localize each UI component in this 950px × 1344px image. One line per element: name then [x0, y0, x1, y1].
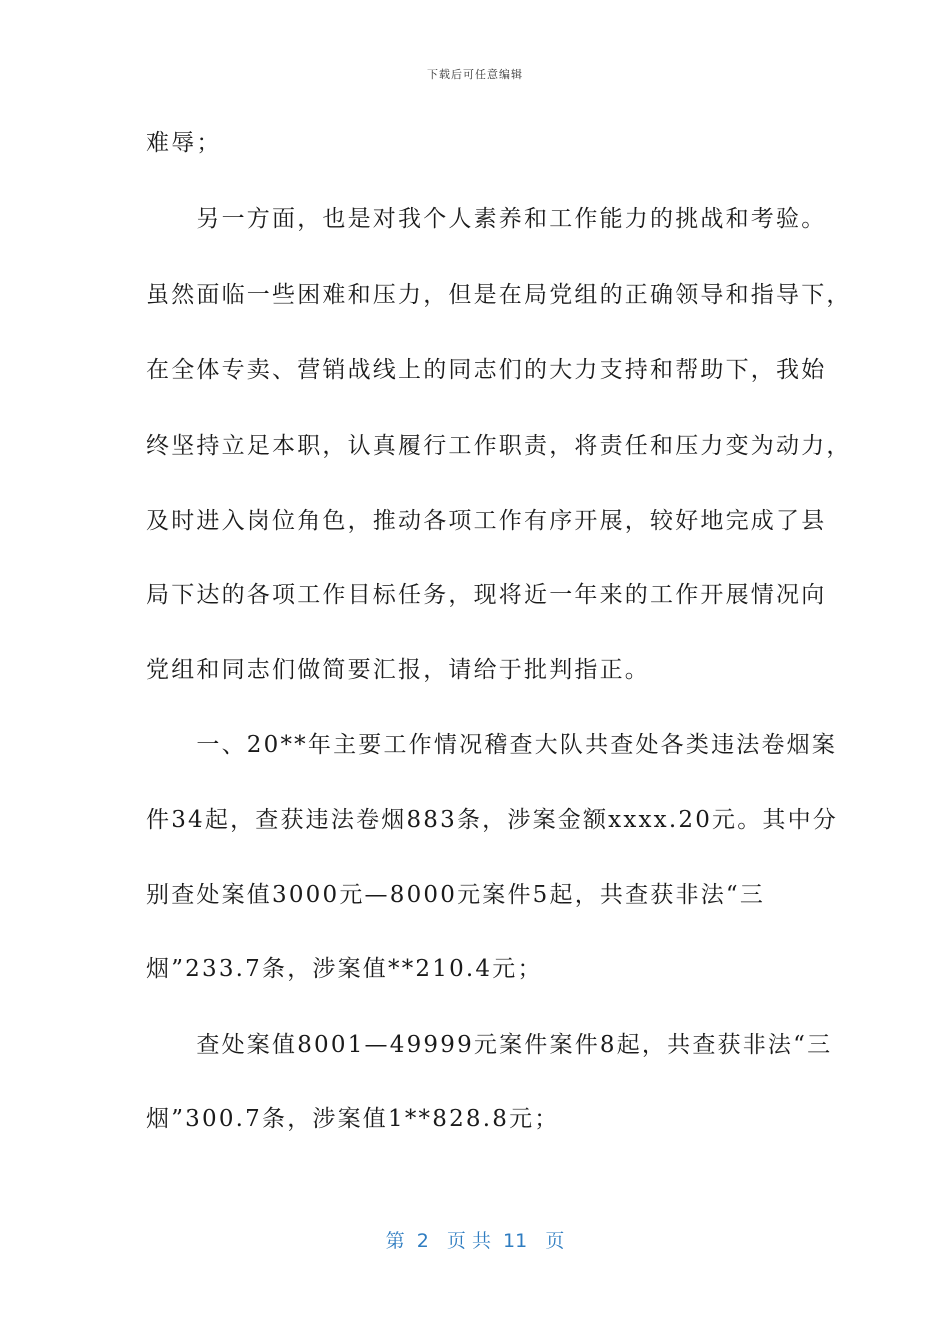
text-line: 另一方面，也是对我个人素养和工作能力的挑战和考验。: [146, 206, 827, 232]
text-line: 局下达的各项工作目标任务，现将近一年来的工作开展情况向: [146, 582, 827, 608]
page-footer: 第 2 页 共 11 页: [385, 1230, 565, 1252]
text-line: 难辱；: [146, 130, 222, 156]
text-line: 烟”300.7条，涉案值1**828.8元；: [146, 1106, 560, 1132]
text-line: 虽然面临一些困难和压力，但是在局党组的正确领导和指导下，: [146, 282, 852, 308]
text-line: 党组和同志们做简要汇报，请给于批判指正。: [146, 657, 650, 683]
text-line: 查处案值8001—49999元案件案件8起，共查获非法“三: [146, 1032, 833, 1058]
text-line: 在全体专卖、营销战线上的同志们的大力支持和帮助下，我始: [146, 357, 827, 383]
header-note: 下载后可任意编辑: [427, 68, 523, 81]
text-line: 一、20**年主要工作情况稽查大队共查处各类违法卷烟案: [146, 732, 838, 758]
text-line: 及时进入岗位角色，推动各项工作有序开展，较好地完成了县: [146, 508, 827, 534]
text-line: 件34起，查获违法卷烟883条，涉案金额xxxx.20元。其中分: [146, 807, 839, 833]
text-line: 别查处案值3000元—8000元案件5起，共查获非法“三: [146, 882, 766, 908]
text-line: 终坚持立足本职，认真履行工作职责，将责任和压力变为动力，: [146, 433, 852, 459]
text-line: 烟”233.7条，涉案值**210.4元；: [146, 956, 543, 982]
